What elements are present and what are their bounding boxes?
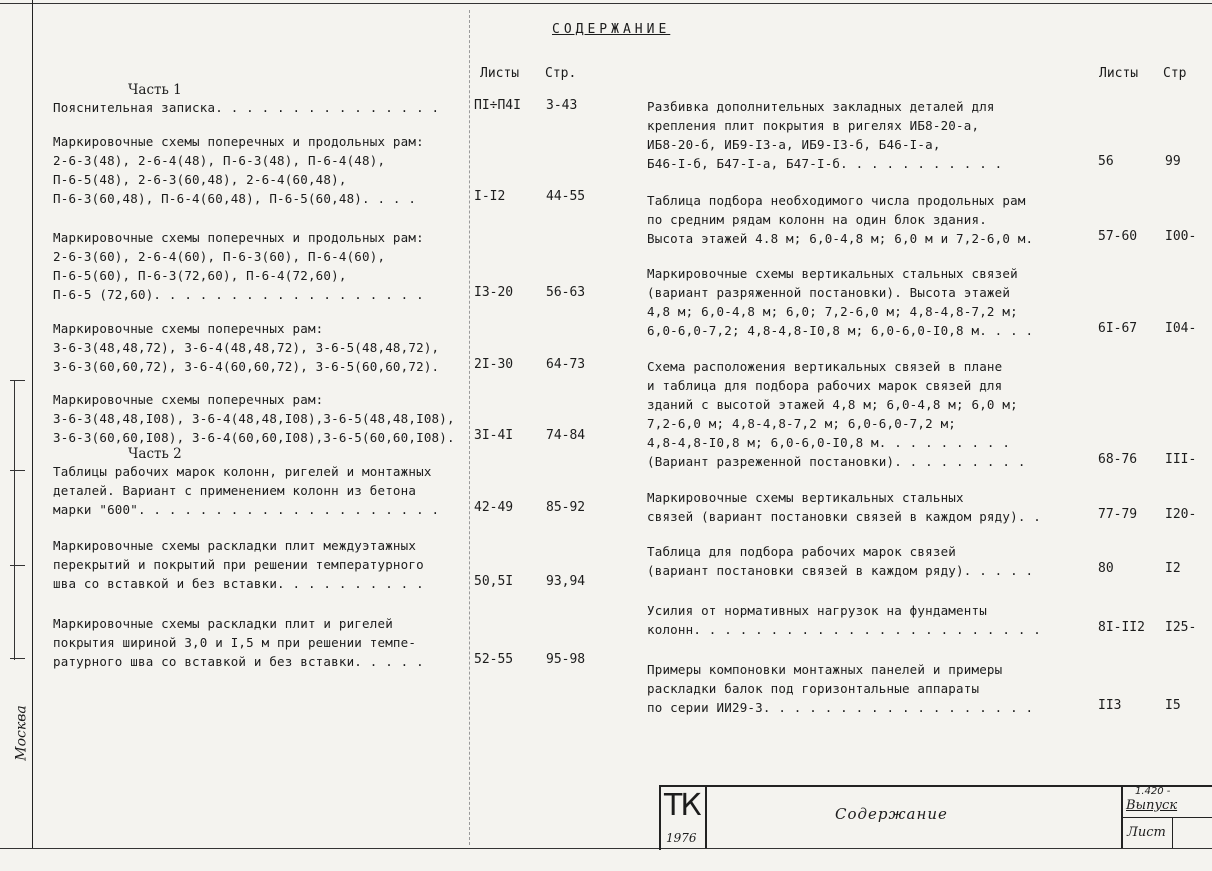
- binding-mark: [10, 658, 25, 659]
- right-entry-pages: I2: [1165, 561, 1181, 576]
- stamp-issue: Выпуск: [1126, 798, 1178, 813]
- part-1-label: Часть 1: [128, 82, 182, 98]
- part-2-label: Часть 2: [128, 446, 182, 462]
- right-entry-sheets: 77-79: [1098, 507, 1138, 522]
- frame-left-line: [32, 0, 33, 848]
- left-entry-line: П-6-5(60), П-6-3(72,60), П-6-4(72,60),: [53, 268, 347, 283]
- right-entry-line: 6,0-6,0-7,2; 4,8-4,8-I0,8 м; 6,0-6,0-I0,8 м. . . .: [647, 323, 1034, 338]
- left-entry-line: покрытия шириной 3,0 и I,5 м при решении темпе-: [53, 635, 417, 650]
- right-entry-line: 7,2-6,0 м; 4,8-4,8-7,2 м; 6,0-6,0-7,2 м;: [647, 416, 957, 431]
- right-entry-pages: I00-: [1165, 229, 1197, 244]
- left-entry-sheets: I-I2: [474, 189, 506, 204]
- left-entry-line: 3-6-3(48,48,72), 3-6-4(48,48,72), 3-6-5(48,48,72),: [53, 340, 440, 355]
- right-entry-sheets: II3: [1098, 698, 1122, 713]
- right-entry-line: Схема расположения вертикальных связей в плане: [647, 359, 1003, 374]
- left-entry-line: 2-6-3(60), 2-6-4(60), П-6-3(60), П-6-4(60),: [53, 249, 386, 264]
- right-entry-pages: 99: [1165, 154, 1181, 169]
- right-entry-line: Разбивка дополнительных закладных деталей для: [647, 99, 995, 114]
- right-entry-line: (вариант разряженной постановки). Высота этажей: [647, 285, 1011, 300]
- left-entry-pages: 74-84: [546, 428, 586, 443]
- left-entry-sheets: 2I-30: [474, 357, 514, 372]
- right-entry-line: крепления плит покрытия в ригелях ИБ8-20-а,: [647, 118, 980, 133]
- right-entry-line: и таблица для подбора рабочих марок связей для: [647, 378, 1003, 393]
- left-entry-line: 3-6-3(60,60,I08), 3-6-4(60,60,I08),3-6-5(60,60,I08).: [53, 430, 455, 445]
- right-entry-line: 4,8-4,8-I0,8 м; 6,0-6,0-I0,8 м. . . . . . . . .: [647, 435, 1011, 450]
- right-entry-sheets: 80: [1098, 561, 1114, 576]
- left-entry-line: П-6-3(60,48), П-6-4(60,48), П-6-5(60,48). . . .: [53, 191, 417, 206]
- org-mark: ТК: [664, 788, 700, 823]
- right-entry-line: зданий с высотой этажей 4,8 м; 6,0-4,8 м; 6,0 м;: [647, 397, 1018, 412]
- binding-mark: [10, 565, 25, 566]
- left-entry-pages: 56-63: [546, 285, 586, 300]
- right-entry-line: Таблица подбора необходимого числа продольных рам: [647, 193, 1026, 208]
- left-entry-pages: 85-92: [546, 500, 586, 515]
- right-entry-line: Маркировочные схемы вертикальных стальных: [647, 490, 964, 505]
- left-entry-sheets: 50,5I: [474, 574, 514, 589]
- right-entry-line: 4,8 м; 6,0-4,8 м; 6,0; 7,2-6,0 м; 4,8-4,8-7,2 м;: [647, 304, 1018, 319]
- right-entry-line: ИБ8-20-б, ИБ9-I3-а, ИБ9-I3-б, Б46-I-а,: [647, 137, 941, 152]
- stamp-year: 1976: [666, 831, 697, 845]
- left-entry-line: П-6-5 (72,60). . . . . . . . . . . . . . . . . .: [53, 287, 424, 302]
- right-entry-sheets: 68-76: [1098, 452, 1138, 467]
- left-entry-line: 2-6-3(48), 2-6-4(48), П-6-3(48), П-6-4(48),: [53, 153, 386, 168]
- left-entry-line: шва со вставкой и без вставки. . . . . . . . . .: [53, 576, 424, 591]
- left-entry-pages: 3-43: [546, 98, 578, 113]
- stamp-sheet: Лист: [1127, 825, 1166, 840]
- left-entry-line: Маркировочные схемы раскладки плит междуэтажных: [53, 538, 417, 553]
- right-entry-pages: I20-: [1165, 507, 1197, 522]
- left-entry-line: Таблицы рабочих марок колонн, ригелей и монтажных: [53, 464, 432, 479]
- left-entry-pages: 95-98: [546, 652, 586, 667]
- frame-top-line: [0, 3, 1212, 4]
- right-entry-line: по серии ИИ29-3. . . . . . . . . . . . . . . . . .: [647, 700, 1034, 715]
- column-divider: [469, 10, 470, 845]
- right-entry-line: связей (вариант постановки связей в каждом ряду). .: [647, 509, 1042, 524]
- right-entry-pages: I25-: [1165, 620, 1197, 635]
- left-entry-line: марки "600". . . . . . . . . . . . . . . . . . . .: [53, 502, 440, 517]
- stamp-document-title: Содержание: [835, 805, 948, 823]
- right-entry-sheets: 8I-II2: [1098, 620, 1145, 635]
- right-entry-line: Таблица для подбора рабочих марок связей: [647, 544, 957, 559]
- left-pages-header: Стр.: [545, 66, 577, 81]
- left-entry-sheets: 42-49: [474, 500, 514, 515]
- page-title: СОДЕРЖАНИЕ: [552, 22, 671, 37]
- binding-mark: [10, 380, 25, 381]
- left-entry-line: Маркировочные схемы поперечных рам:: [53, 321, 324, 336]
- left-entry-pages: 93,94: [546, 574, 586, 589]
- right-entry-line: Б46-I-б, Б47-I-а, Б47-I-б. . . . . . . . . . .: [647, 156, 1003, 171]
- right-entry-line: Маркировочные схемы вертикальных стальных связей: [647, 266, 1018, 281]
- right-entry-line: по средним рядам колонн на один блок здания.: [647, 212, 987, 227]
- left-entry-sheets: I3-20: [474, 285, 514, 300]
- right-entry-line: раскладки балок под горизонтальные аппараты: [647, 681, 980, 696]
- right-entry-line: (Вариант разреженной постановки). . . . . . . . .: [647, 454, 1026, 469]
- left-entry-pages: 64-73: [546, 357, 586, 372]
- left-entry-line: 3-6-3(60,60,72), 3-6-4(60,60,72), 3-6-5(60,60,72).: [53, 359, 440, 374]
- left-entry-line: Маркировочные схемы поперечных рам:: [53, 392, 324, 407]
- left-sheets-header: Листы: [480, 66, 520, 81]
- left-entry-line: ратурного шва со вставкой и без вставки. . . . .: [53, 654, 424, 669]
- left-entry-line: 3-6-3(48,48,I08), 3-6-4(48,48,I08),3-6-5(48,48,I08),: [53, 411, 455, 426]
- title-block-divider: [705, 785, 707, 848]
- binding-mark: [10, 470, 25, 471]
- left-entry-line: П-6-5(48), 2-6-3(60,48), 2-6-4(60,48),: [53, 172, 347, 187]
- left-entry-line: Маркировочные схемы поперечных и продольных рам:: [53, 230, 424, 245]
- right-entry-line: Усилия от нормативных нагрузок на фундаменты: [647, 603, 987, 618]
- right-pages-header: Стр: [1163, 66, 1187, 81]
- margin-label: Москва: [13, 705, 30, 761]
- left-entry-sheets: 52-55: [474, 652, 514, 667]
- stamp-series: 1.420 -: [1135, 786, 1171, 797]
- right-entry-line: (вариант постановки связей в каждом ряду). . . . .: [647, 563, 1034, 578]
- right-entry-pages: III-: [1165, 452, 1197, 467]
- right-sheets-header: Листы: [1099, 66, 1139, 81]
- right-entry-sheets: 56: [1098, 154, 1114, 169]
- left-entry-pages: 44-55: [546, 189, 586, 204]
- left-entry-sheets: ПI÷П4I: [474, 98, 521, 113]
- left-entry-line: Пояснительная записка. . . . . . . . . . . . . . .: [53, 100, 440, 115]
- left-entry-line: перекрытий и покрытий при решении температурного: [53, 557, 424, 572]
- right-entry-line: колонн. . . . . . . . . . . . . . . . . . . . . . .: [647, 622, 1042, 637]
- left-entry-sheets: 3I-4I: [474, 428, 514, 443]
- right-entry-pages: I5: [1165, 698, 1181, 713]
- left-entry-line: деталей. Вариант с применением колонн из бетона: [53, 483, 417, 498]
- title-block-divider: [1121, 817, 1212, 818]
- title-block-divider: [1172, 817, 1173, 848]
- left-entry-line: Маркировочные схемы поперечных и продольных рам:: [53, 134, 424, 149]
- right-entry-sheets: 57-60: [1098, 229, 1138, 244]
- right-entry-sheets: 6I-67: [1098, 321, 1138, 336]
- right-entry-line: Высота этажей 4.8 м; 6,0-4,8 м; 6,0 м и 7,2-6,0 м.: [647, 231, 1034, 246]
- right-entry-line: Примеры компоновки монтажных панелей и примеры: [647, 662, 1003, 677]
- left-entry-line: Маркировочные схемы раскладки плит и ригелей: [53, 616, 393, 631]
- right-entry-pages: I04-: [1165, 321, 1197, 336]
- binding-strip: [14, 380, 15, 660]
